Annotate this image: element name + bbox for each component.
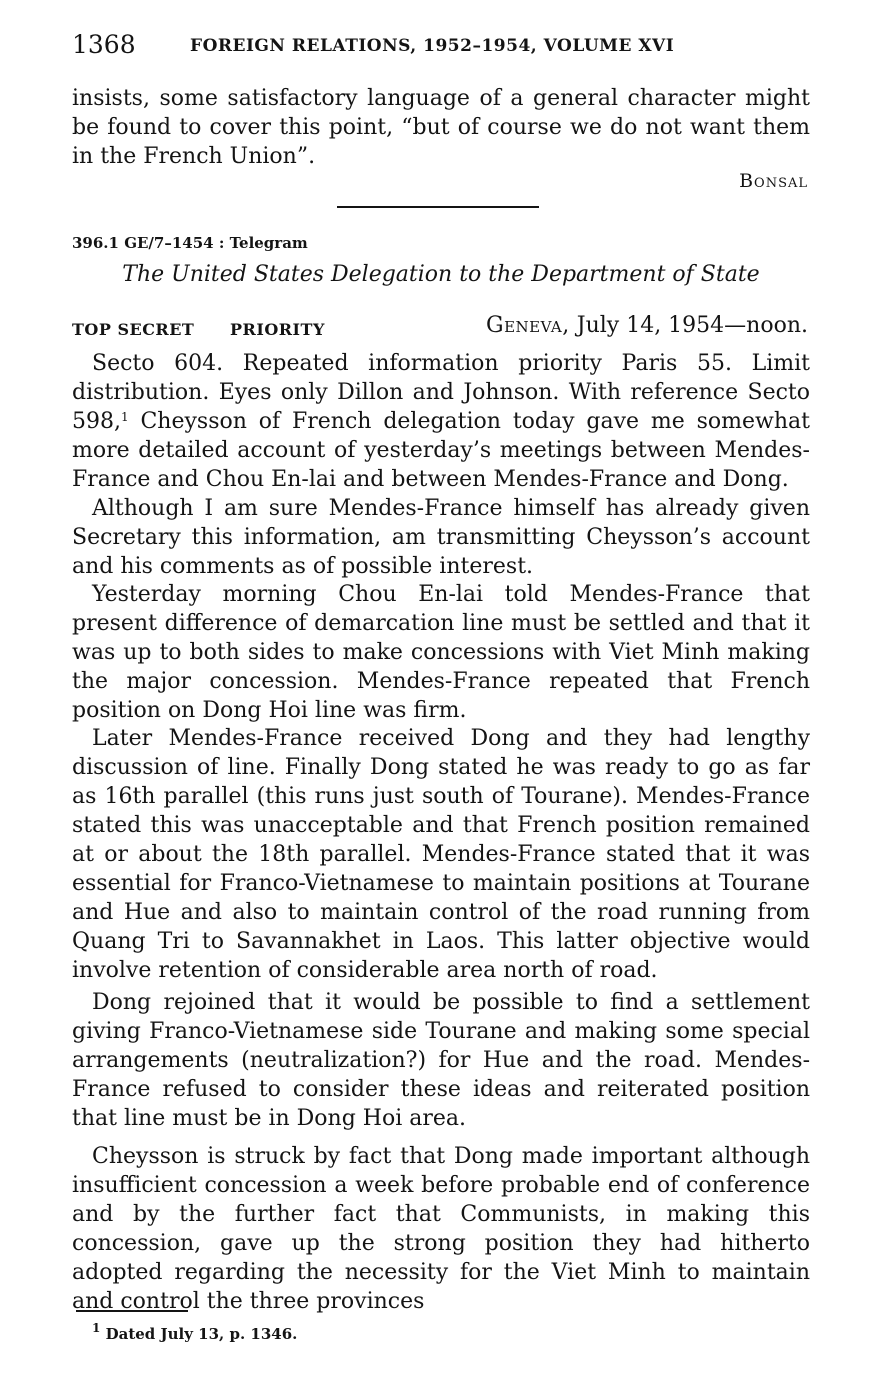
body-paragraph-5: Dong rejoined that it would be possible to find a settlement giving Franco-Vietnamese side Tourane and making some special arrangements (neutralization?) for Hue and the road. Mendes-France refused to consider these ideas and reiterated position that line must be in Dong Hoi area.	[72, 990, 810, 1131]
page-header	[72, 30, 808, 64]
paragraph-1-text: Secto 604. Repeated information priority Paris 55. Limit distribution. Eyes only Dillon and Johnson. With reference Secto 598,	[72, 351, 810, 434]
footnote	[92, 1321, 298, 1343]
footnote-text: Dated July 13, p. 1346.	[105, 1325, 298, 1343]
section-divider	[337, 206, 539, 208]
footnote-divider	[76, 1310, 188, 1312]
signer-name: Bonsal	[739, 170, 808, 192]
body-paragraph-4: Later Mendes-France received Dong and they had lengthy discussion of line. Finally Dong stated he was ready to go as far as 16th parallel (this runs just south of Tourane). Mendes-France stated this was unacceptable and that French position remained at or about the 18th parallel. Mendes-France stated that it was essential for Franco-Vietnamese to maintain positions at Tourane and Hue and also to maintain control of the road running from Quang Tri to Savannakhet in Laos. This latter objective would involve retention of considerable area north of road.	[72, 726, 810, 983]
priority-label: PRIORITY	[230, 320, 325, 339]
body-paragraph-2: Although I am sure Mendes-France himself has already given Secretary this information, am transmitting Cheysson’s account and his comments as of possible interest.	[72, 496, 810, 579]
dateline-date: July 14, 1954—noon.	[576, 313, 808, 338]
classification-label: TOP SECRET	[72, 320, 195, 339]
continuation-paragraph: insists, some satisfactory language of a general character might be found to cover this point, “but of course we do not want them in the French Union”.	[72, 86, 810, 169]
dateline	[486, 313, 808, 338]
page-number: 1368	[72, 30, 136, 59]
document-reference: 396.1 GE/7–1454 : Telegram	[72, 234, 308, 252]
running-head: FOREIGN RELATIONS, 1952–1954, VOLUME XVI	[190, 36, 675, 56]
body-paragraph-3: Yesterday morning Chou En-lai told Mendes-France that present difference of demarcation line must be settled and that it was up to both sides to make concessions with Viet Minh making the major concession. Mendes-France repeated that French position on Dong Hoi line was firm.	[72, 582, 810, 723]
footnote-marker: 1	[120, 410, 129, 424]
footnote-number: 1	[92, 1321, 101, 1335]
body-paragraph-1	[72, 349, 810, 494]
dateline-place: Geneva,	[486, 313, 570, 338]
paragraph-1-text-cont: Cheysson of French delegation today gave me somewhat more detailed account of yesterday’s meetings between Mendes-France and Chou En-lai and between Mendes-France and Dong.	[72, 409, 810, 492]
document-title: The United States Delegation to the Department of State	[122, 262, 760, 287]
body-paragraph-6: Cheysson is struck by fact that Dong made important although insufficient concession a week before probable end of conference and by the further fact that Communists, in making this concession, gave up the strong position they had hitherto adopted regarding the necessity for the Viet Minh to maintain and control the three provinces	[72, 1144, 810, 1314]
